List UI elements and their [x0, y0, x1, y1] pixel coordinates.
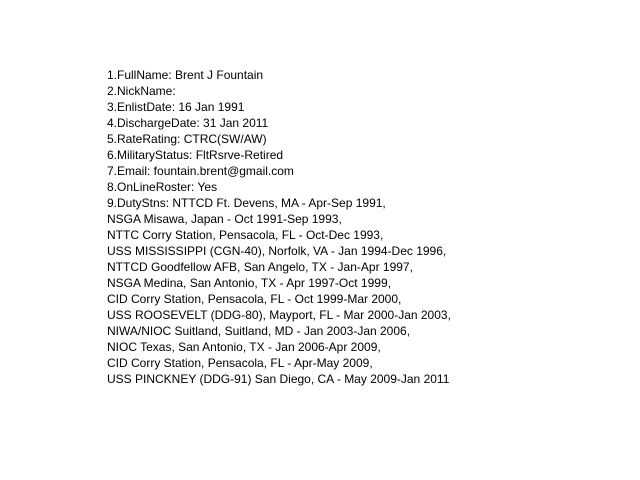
field-duty-stations: 9.DutyStns: NTTCD Ft. Devens, MA - Apr-Sep 1991,	[107, 196, 386, 210]
duty-station-line: NTTC Corry Station, Pensacola, FL - Oct-Dec 1993,	[107, 228, 384, 242]
field-email: 7.Email: fountain.brent@gmail.com	[107, 164, 294, 178]
duty-station-line: NTTCD Goodfellow AFB, San Angelo, TX - Jan-Apr 1997,	[107, 260, 413, 274]
duty-station-line: CID Corry Station, Pensacola, FL - Oct 1999-Mar 2000,	[107, 292, 402, 306]
duty-station-line: NSGA Misawa, Japan - Oct 1991-Sep 1993,	[107, 212, 342, 226]
duty-station-line: USS MISSISSIPPI (CGN-40), Norfolk, VA - Jan 1994-Dec 1996,	[107, 244, 447, 258]
member-record	[107, 67, 451, 387]
duty-station-line: USS ROOSEVELT (DDG-80), Mayport, FL - Mar 2000-Jan 2003,	[107, 308, 451, 322]
duty-station-line: NIOC Texas, San Antonio, TX - Jan 2006-Apr 2009,	[107, 340, 381, 354]
duty-station-line: NIWA/NIOC Suitland, Suitland, MD - Jan 2003-Jan 2006,	[107, 324, 411, 338]
duty-station-line: CID Corry Station, Pensacola, FL - Apr-May 2009,	[107, 356, 373, 370]
field-rate-rating: 5.RateRating: CTRC(SW/AW)	[107, 132, 267, 146]
field-full-name: 1.FullName: Brent J Fountain	[107, 68, 264, 82]
field-discharge-date: 4.DischargeDate: 31 Jan 2011	[107, 116, 269, 130]
field-online-roster: 8.OnLineRoster: Yes	[107, 180, 218, 194]
duty-station-line: USS PINCKNEY (DDG-91) San Diego, CA - May 2009-Jan 2011	[107, 372, 450, 386]
field-military-status: 6.MilitaryStatus: FltRsrve-Retired	[107, 148, 284, 162]
duty-station-line: NSGA Medina, San Antonio, TX - Apr 1997-Oct 1999,	[107, 276, 391, 290]
field-enlist-date: 3.EnlistDate: 16 Jan 1991	[107, 100, 245, 114]
field-nick-name: 2.NickName:	[107, 84, 176, 98]
